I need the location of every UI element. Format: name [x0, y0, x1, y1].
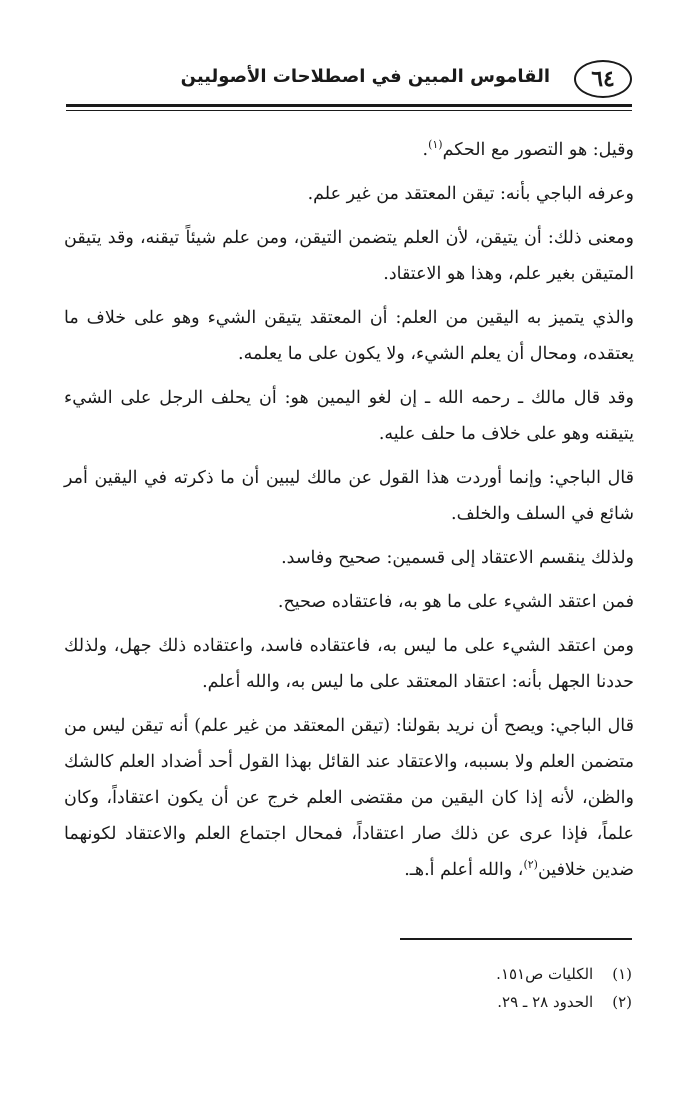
running-header — [66, 58, 632, 100]
footnote — [72, 960, 632, 988]
paragraph: والذي يتميز به اليقين من العلم: أن المعتقد يتيقن الشيء وهو على خلاف ما يعتقده، ومحال أن يعلم الشيء، ولا يكون على ما يعلمه. — [64, 308, 634, 364]
paragraph: وقد قال مالك ـ رحمه الله ـ إن لغو اليمين هو: أن يحلف الرجل على الشيء يتيقنه وهو على خلاف ما حلف عليه. — [64, 388, 634, 444]
paragraph: وعرفه الباجي بأنه: تيقن المعتقد من غير علم. — [307, 184, 634, 204]
footnote-text: الحدود ٢٨ ـ ٢٩. — [497, 993, 594, 1011]
footnote-separator — [400, 938, 632, 940]
footnote — [72, 988, 632, 1016]
footnote-number: (٢) — [612, 993, 632, 1011]
paragraph: وقيل: هو التصور مع الحكم$^{(١)}$. — [422, 138, 634, 160]
footnotes — [72, 960, 632, 1016]
footnote-ref[interactable]: (٢) — [523, 858, 538, 872]
header-rule-thin — [66, 110, 632, 111]
body-text — [64, 132, 634, 896]
book-title: القاموس المبين في اصطلاحات الأصوليين — [180, 66, 550, 87]
paragraph: فمن اعتقد الشيء على ما هو به، فاعتقاده صحيح. — [277, 592, 634, 612]
footnote-number: (١) — [612, 965, 632, 983]
page-number: ٦٤ — [574, 60, 632, 98]
paragraph: قال الباجي: ويصح أن نريد بقولنا: (تيقن المعتقد من غير علم) أنه تيقن ليس من متضمن العلم ولا بسببه، والاعتقاد عند القائل بهذا القول أحد أضداد العلم كالشك والظن، لأنه إذا كان اليقين من مقتضى العلم خرج عن أن يكون اعتقاداً، وكان علماً، فإذا عرى عن ذلك صار اعتقاداً، فمحال اجتماع العلم والاعتقاد لكونهما ضدين خلافين$^{(٢)}$، والله أعلم أ.هـ. — [64, 716, 634, 880]
footnote-text: الكليات ص١٥١. — [496, 965, 594, 983]
paragraph: قال الباجي: وإنما أوردت هذا القول عن مالك ليبين أن ما ذكرته في اليقين أمر شائع في السلف والخلف. — [64, 468, 634, 524]
paragraph: ولذلك ينقسم الاعتقاد إلى قسمين: صحيح وفاسد. — [281, 548, 634, 568]
footnote-ref[interactable]: (١) — [428, 138, 443, 152]
header-rule-thick — [66, 104, 632, 107]
paragraph: ومن اعتقد الشيء على ما ليس به، فاعتقاده فاسد، واعتقاده ذلك جهل، ولذلك حددنا الجهل بأنه: اعتقاد المعتقد على ما ليس به، والله أعلم. — [64, 636, 634, 692]
paragraph: ومعنى ذلك: أن يتيقن، لأن العلم يتضمن التيقن، ومن علم شيئاً تيقنه، وقد يتيقن المتيقن بغير علم، وهذا هو الاعتقاد. — [64, 228, 634, 284]
